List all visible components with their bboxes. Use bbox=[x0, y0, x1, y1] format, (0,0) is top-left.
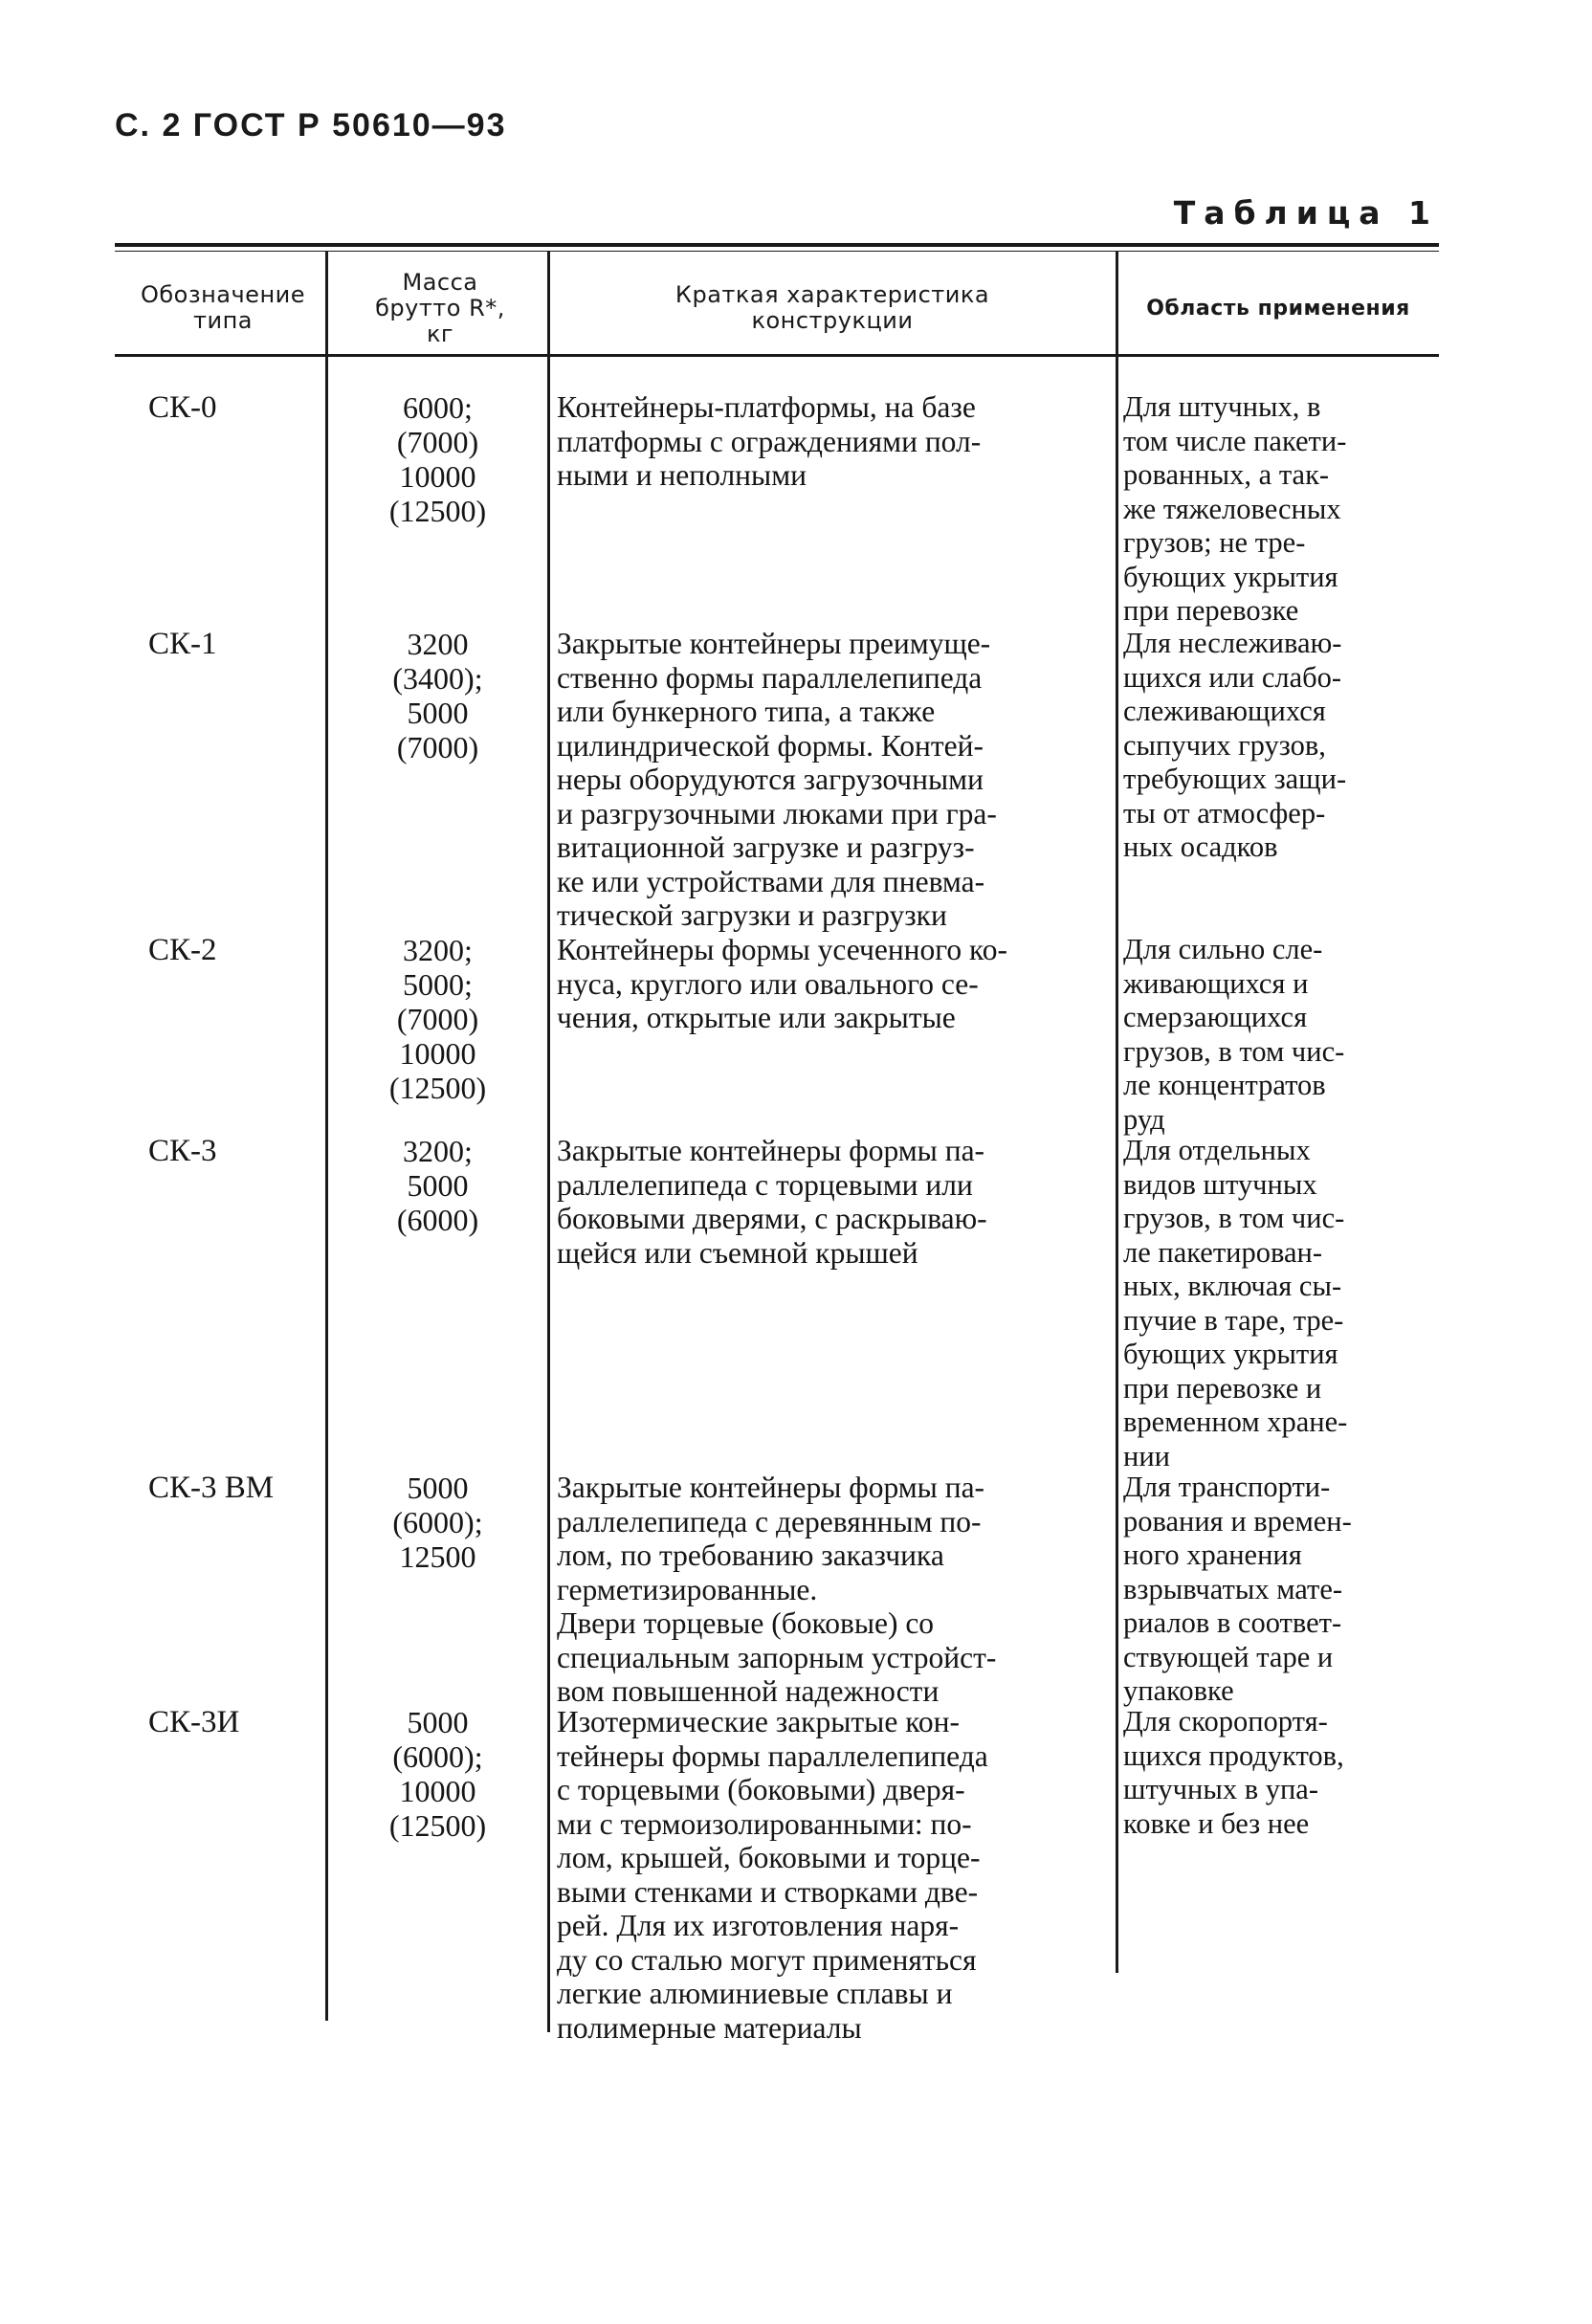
design-description: Закрытые контейнеры формы па- раллелепипеда с деревянным по- лом, по требованию заказчика герметизированные. Двери торцевые (боковые) со специальным запорным устройст- вом повышенной надежности bbox=[557, 1471, 997, 1708]
type-code: СК-1 bbox=[148, 627, 217, 661]
column-header-mass: Масса брутто R*, кг bbox=[375, 268, 505, 347]
gross-mass: 5000 (6000); 10000 (12500) bbox=[388, 1705, 487, 1843]
type-code: СК-3И bbox=[148, 1705, 240, 1739]
application-area: Для отдельных видов штучных грузов, в том чис- ле пакетирован- ных, включая сы- пучие в таре, тре- бующих укрытия при перевозке и временном хране- нии bbox=[1123, 1134, 1348, 1472]
gross-mass: 3200; 5000; (7000) 10000 (12500) bbox=[388, 933, 487, 1105]
column-divider-1 bbox=[325, 251, 328, 2021]
gross-mass: 6000; (7000) 10000 (12500) bbox=[388, 390, 487, 528]
gross-mass: 5000 (6000); 12500 bbox=[392, 1471, 483, 1574]
design-description: Закрытые контейнеры преимуще- ственно формы параллелепипеда или бункерного типа, а также цилиндрической формы. Контей- неры оборудуются загрузочными и разгрузочными люками при гра- витационной загрузке и разгруз- ке или устройствами для пневма- тической загрузки и разгрузки bbox=[557, 627, 997, 932]
gross-mass: 3200 (3400); 5000 (7000) bbox=[392, 627, 483, 764]
application-area: Для скоропортя- щихся продуктов, штучных в упа- ковке и без нее bbox=[1123, 1705, 1344, 1840]
design-description: Закрытые контейнеры формы па- раллелепипеда с торцевыми или боковыми дверями, с раскрываю- щейся или съемной крышей bbox=[557, 1134, 987, 1270]
design-description: Контейнеры формы усеченного ко- нуса, круглого или овального се- чения, открытые или закрытые bbox=[557, 933, 1007, 1034]
column-header-description: Краткая характеристика конструкции bbox=[674, 281, 990, 334]
column-divider-2 bbox=[547, 251, 550, 2032]
type-code: СК-3 bbox=[148, 1134, 217, 1168]
type-code: СК-0 bbox=[148, 390, 217, 425]
design-description: Изотермические закрытые кон- тейнеры формы параллелепипеда с торцевыми (боковыми) дверя- ми с термоизолированными: по- лом, крышей, боковыми и торце- выми стенками и створками две- рей. Для их изготовления наря- ду со сталью могут применяться легкие алюминиевые сплавы и полимерные материалы bbox=[557, 1705, 988, 2045]
page-header: С. 2 ГОСТ Р 50610—93 bbox=[115, 107, 507, 144]
application-area: Для штучных, в том числе пакети- рованных, а так- же тяжеловесных грузов; не тре- бующих укрытия при перевозке bbox=[1123, 390, 1347, 627]
column-divider-3 bbox=[1116, 251, 1118, 1973]
design-description: Контейнеры-платформы, на базе платформы с ограждениями пол- ными и неполными bbox=[557, 390, 982, 492]
application-area: Для неслеживаю- щихся или слабо- слеживающихся сыпучих грузов, требующих защи- ты от атмосфер- ных осадков bbox=[1123, 627, 1347, 863]
column-header-type: Обозначение типа bbox=[140, 281, 306, 334]
column-header-application: Область применения bbox=[1146, 296, 1410, 321]
table-caption: Таблица 1 bbox=[1173, 194, 1439, 232]
type-code: СК-3 ВМ bbox=[148, 1471, 275, 1505]
gross-mass: 3200; 5000 (6000) bbox=[396, 1134, 479, 1237]
application-area: Для транспорти- рования и времен- ного хранения взрывчатых мате- риалов в соответ- ствующей таре и упаковке bbox=[1123, 1471, 1352, 1707]
application-area: Для сильно сле- живающихся и смерзающихся грузов, в том чис- ле концентратов руд bbox=[1123, 933, 1345, 1136]
table-top-rule-thin bbox=[115, 251, 1439, 252]
type-code: СК-2 bbox=[148, 933, 217, 967]
table-top-rule bbox=[115, 243, 1439, 247]
